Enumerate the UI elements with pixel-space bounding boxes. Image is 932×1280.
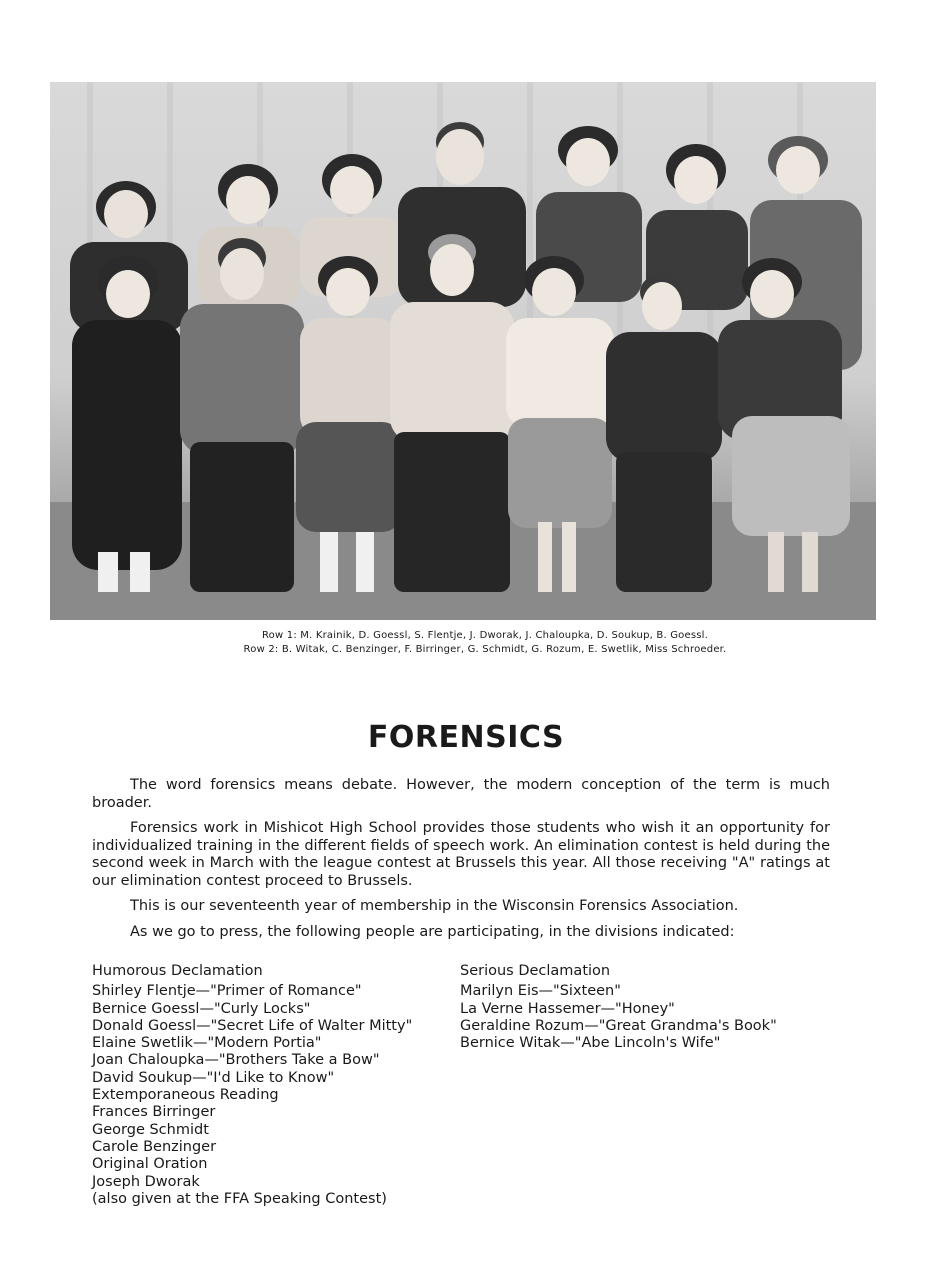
list-item: Frances Birringer: [92, 1104, 216, 1121]
list-item: Joseph Dworak: [92, 1173, 200, 1190]
list-item: Shirley Flentje—"Primer of Romance": [92, 983, 362, 1000]
humorous-declamation-list: [92, 963, 412, 1208]
list-heading: Humorous Declamation: [92, 963, 263, 979]
list-item: Geraldine Rozum—"Great Grandma's Book": [460, 1017, 777, 1034]
serious-declamation-list: [460, 963, 777, 1052]
list-item: La Verne Hassemer—"Honey": [460, 1000, 675, 1017]
list-item: Donald Goessl—"Secret Life of Walter Mitty": [92, 1017, 413, 1034]
list-item: David Soukup—"I'd Like to Know": [92, 1069, 335, 1086]
list-item: Elaine Swetlik—"Modern Portia": [92, 1035, 322, 1052]
list-item: Carole Benzinger: [92, 1138, 217, 1155]
list-item: (also given at the FFA Speaking Contest): [92, 1190, 387, 1207]
list-item: Bernice Witak—"Abe Lincoln's Wife": [460, 1035, 721, 1052]
list-heading: Serious Declamation: [460, 963, 611, 979]
photo-caption: [0, 629, 932, 657]
paragraph-2: Forensics work in Mishicot High School provides those students who wish it an opportunity for individualized training in the different fields of speech work. An elimination contest is held during the second week in March with the league contest at Brussels this year. All those receiving "A" ratings at our elimination contest proceed to Brussels.: [92, 820, 830, 889]
group-photo: [50, 82, 876, 620]
paragraph-3: This is our seventeenth year of membership in the Wisconsin Forensics Association.: [130, 898, 739, 914]
list-item: Marilyn Eis—"Sixteen": [460, 983, 621, 1000]
caption-row-2: Row 2: B. Witak, C. Benzinger, F. Birringer, G. Schmidt, G. Rozum, E. Swetlik, Miss Schroeder.: [243, 644, 727, 655]
caption-row-1: Row 1: M. Krainik, D. Goessl, S. Flentje, J. Dworak, J. Chaloupka, D. Soukup, B. Goessl.: [261, 630, 708, 641]
paragraph-4: As we go to press, the following people are participating, in the divisions indicated:: [130, 923, 735, 940]
paragraph-1: The word forensics means debate. However, the modern conception of the term is much broader.: [92, 777, 830, 811]
list-item: Original Oration: [92, 1156, 208, 1173]
article-body: [92, 777, 830, 949]
page-title: FORENSICS: [367, 720, 565, 755]
group-photo-illustration: [50, 82, 876, 620]
list-item: Bernice Goessl—"Curly Locks": [92, 1000, 311, 1017]
list-item: George Schmidt: [92, 1121, 209, 1138]
list-item: Extemporaneous Reading: [92, 1087, 279, 1104]
list-item: Joan Chaloupka—"Brothers Take a Bow": [92, 1052, 380, 1069]
